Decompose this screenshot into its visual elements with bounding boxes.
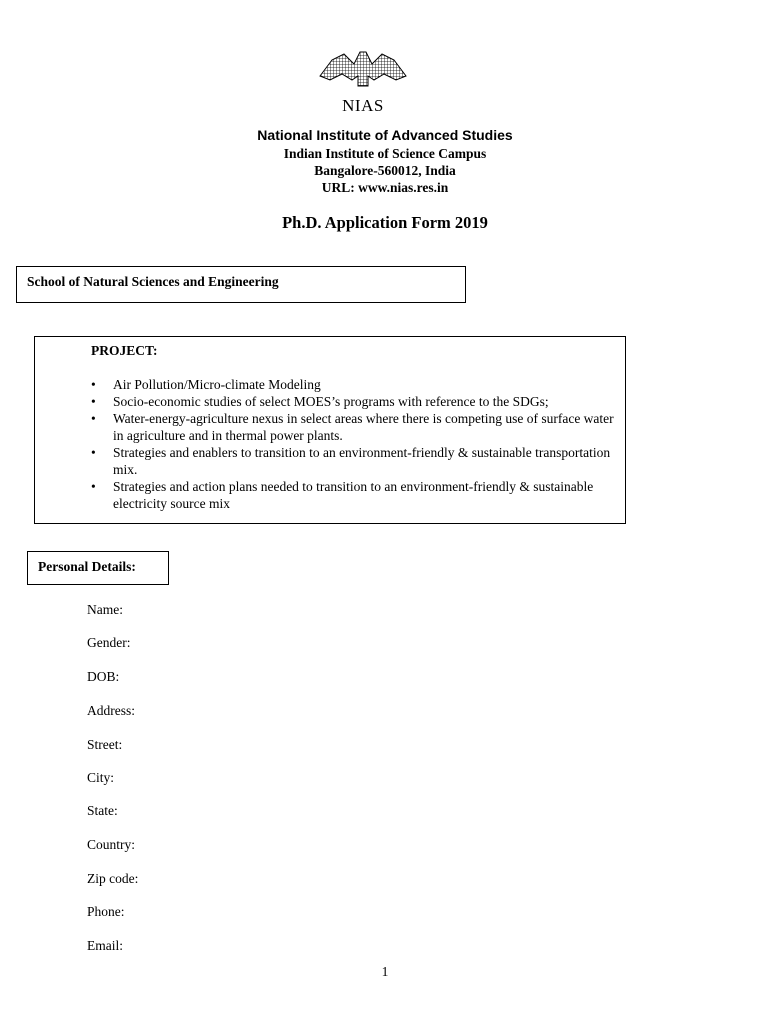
url-line: URL: www.nias.res.in [321, 180, 449, 195]
city-line: Bangalore-560012, India [314, 163, 456, 178]
state-field-label: State: [87, 803, 118, 818]
city-field-label: City: [87, 770, 115, 785]
bird-emblem-icon [318, 46, 408, 96]
personal-details-label: Personal Details: [38, 559, 136, 574]
zip-code-field-label: Zip code: [87, 871, 139, 886]
campus-line: Indian Institute of Science Campus [283, 146, 487, 161]
street-field-label: Street: [87, 737, 123, 752]
project-item: • Strategies and enablers to transition to an environment-friendly & sustainable transportation mix. [91, 444, 621, 478]
project-item: • Socio-economic studies of select MOES’s programs with reference to the SDGs; [91, 393, 621, 410]
school-label: School of Natural Sciences and Engineering [27, 274, 279, 289]
page-number: 1 [381, 964, 389, 979]
logo-wordmark: NIAS [342, 96, 384, 115]
school-box [16, 266, 466, 303]
personal-details-box [27, 551, 169, 585]
email-field-label: Email: [87, 938, 123, 953]
address-field-label: Address: [87, 703, 135, 718]
gender-field-label: Gender: [87, 635, 131, 650]
project-box [34, 336, 626, 524]
project-item: • Water-energy-agriculture nexus in select areas where there is competing use of surface water in agriculture and in thermal power plants. [91, 410, 621, 444]
project-item: • Strategies and action plans needed to transition to an environment-friendly & sustainable electricity source mix [91, 478, 621, 512]
project-list [91, 376, 621, 512]
nias-logo [318, 46, 408, 118]
phone-field-label: Phone: [87, 904, 125, 919]
institute-name: National Institute of Advanced Studies [257, 127, 513, 143]
form-title: Ph.D. Application Form 2019 [282, 213, 488, 232]
name-field-label: Name: [87, 602, 123, 617]
country-field-label: Country: [87, 837, 136, 852]
project-label: PROJECT: [91, 343, 158, 358]
dob-field-label: DOB: [87, 669, 120, 684]
project-item: • Air Pollution/Micro-climate Modeling [91, 376, 621, 393]
